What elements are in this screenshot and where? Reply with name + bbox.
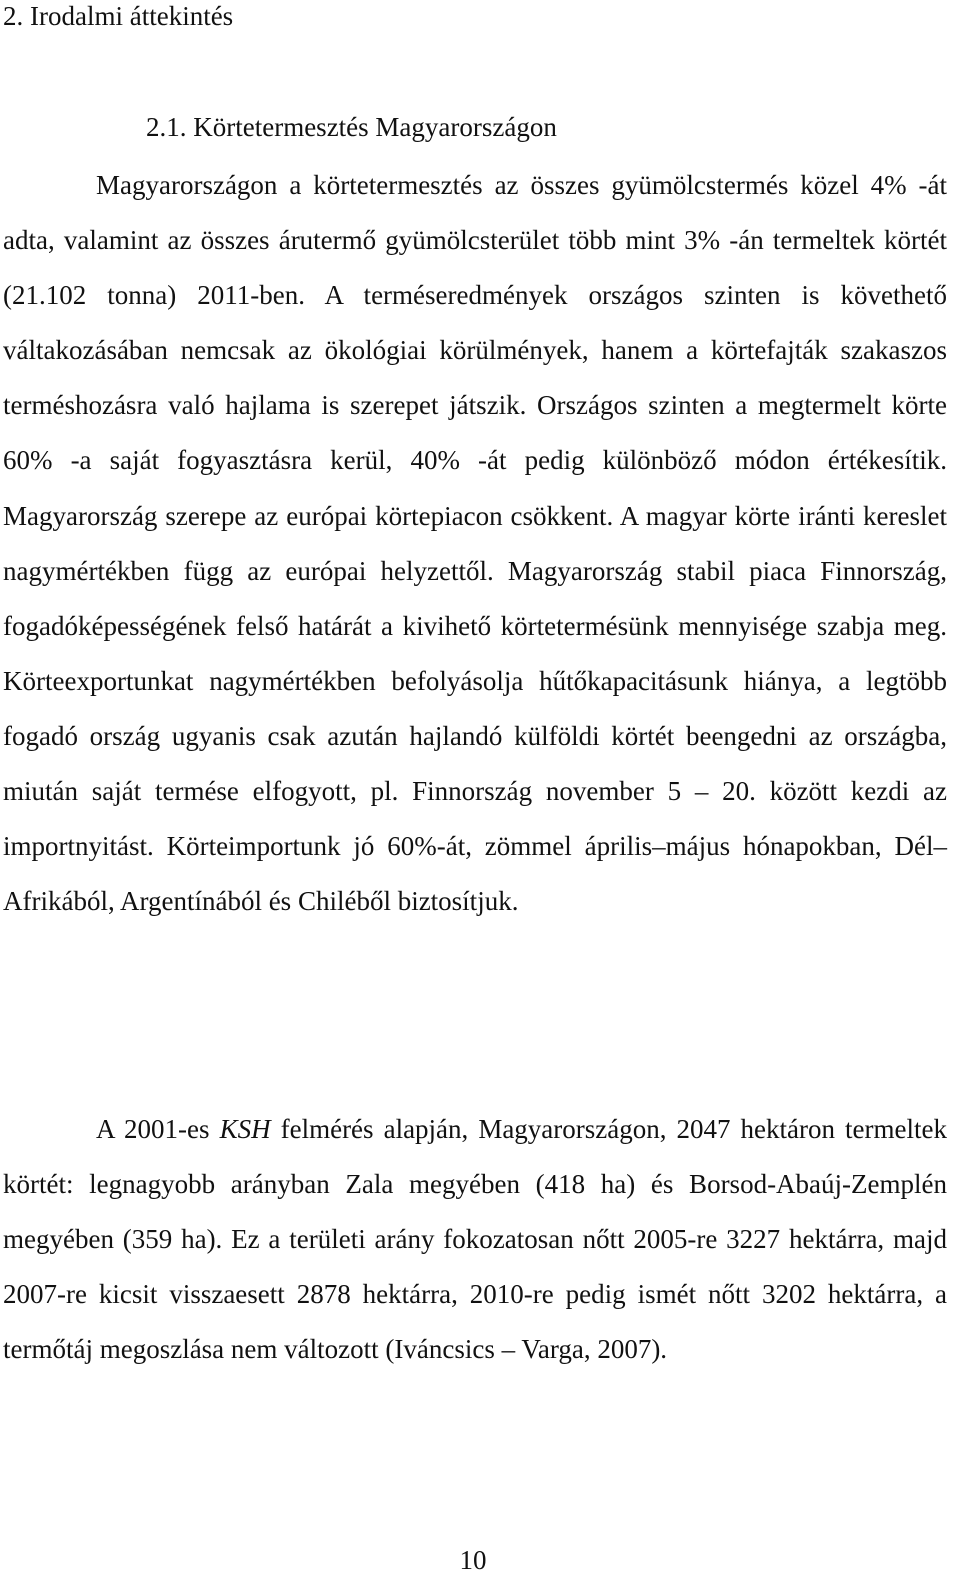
paragraph-ksh-survey (3, 1102, 947, 1377)
page-number: 10 (459, 1545, 487, 1575)
paragraph-pear-production: Magyarországon a körtetermesztés az összes gyümölcstermés közel 4% -át adta, valamint az összes árutermő gyümölcsterület több mint 3% -án termeltek körtét (21.102 tonna) 2011-ben. A terméseredmények országos szinten is követhető váltakozásában nemcsak az ökológiai körülmények, hanem a körtefajták szakaszos terméshozásra való hajlama is szerepet játszik. Országos szinten a megtermelt körte 60% -a saját fogyasztásra kerül, 40% -át pedig különböző módon értékesítik. Magyarország szerepe az európai körtepiacon csökkent. A magyar körte iránti kereslet nagymértékben függ az európai helyzettől. Magyarország stabil piaca Finnország, fogadóképességének felső határát a kivihető körtetermésünk mennyisége szabja meg. Körteexportunkat nagymértékben befolyásolja hűtőkapacitásunk hiánya, a legtöbb fogadó ország ugyanis csak azután hajlandó külföldi körtét beengedni az országba, miután saját termése elfogyott, pl. Finnország november 5 – 20. között kezdi az importnyitást. Körteimportunk jó 60%-át, zömmel április–május hónapokban, Dél–Afrikából, Argentínából és Chiléből biztosítjuk. (3, 170, 947, 917)
section-heading: 2.1. Körtetermesztés Magyarországon (146, 112, 557, 142)
chapter-heading: 2. Irodalmi áttekintés (3, 1, 234, 31)
paragraph-text-rest: felmérés alapján, Magyarországon, 2047 hektáron termeltek körtét: legnagyobb arányban Zala megyében (418 ha) és Borsod-Abaúj-Zemplén megyében (359 ha). Ez a területi arány fokozatosan nőtt 2005-re 3227 hektárra, majd 2007-re kicsit visszaesett 2878 hektárra, 2010-re pedig ismét nőtt 3202 hektárra, a termőtáj megoszlása nem változott (Iváncsics – Varga, 2007). (3, 1114, 947, 1365)
ksh-abbreviation: KSH (219, 1114, 271, 1144)
paragraph-text-start: A 2001-es (96, 1114, 220, 1144)
